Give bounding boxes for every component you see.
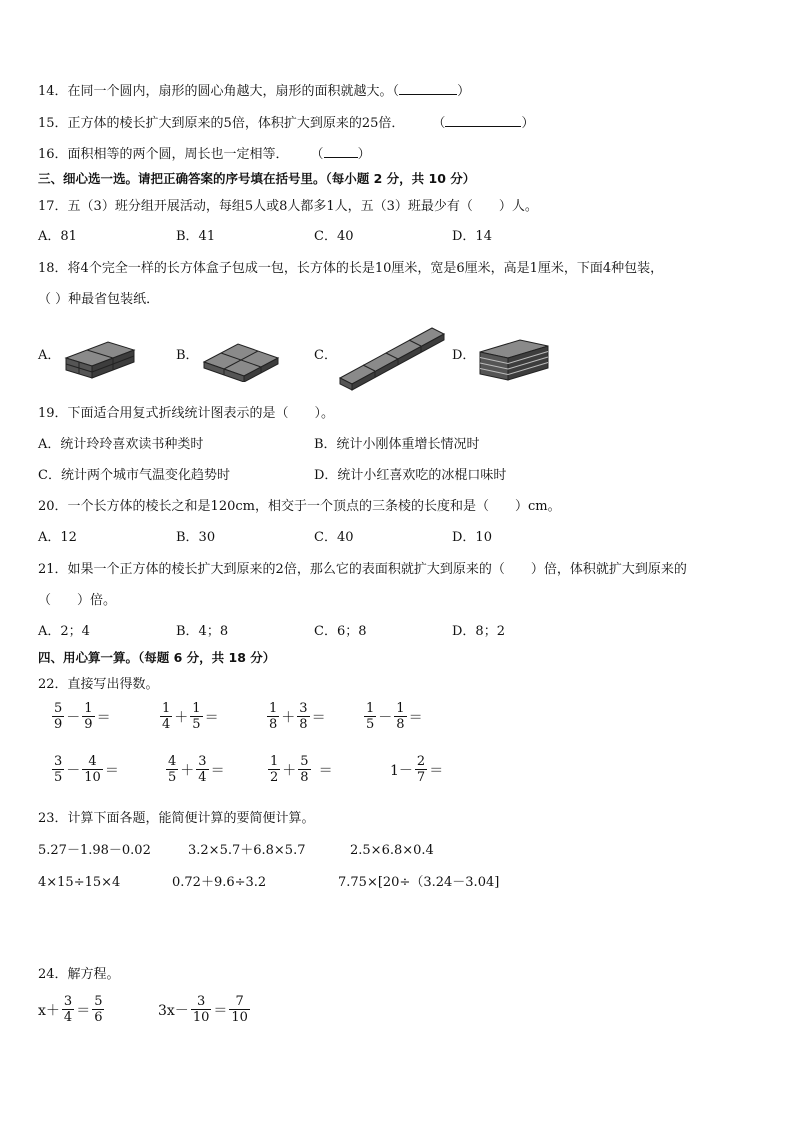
fraction: $\frac{1}{5}$ [366, 701, 375, 732]
option-d[interactable]: D．8；2 [452, 624, 505, 639]
equation: x＋ $\frac{3}{4}$ ＝ $\frac{5}{6}$ [38, 994, 103, 1025]
question-18-line2: （ ）种最省包装纸． [38, 292, 160, 307]
calc-expression: 0.72＋9.6÷3.2 [172, 875, 267, 890]
question-21-line1: 21．如果一个正方体的棱长扩大到原来的2倍，那么它的表面积就扩大到原来的（ ）倍，体积就扩大到原来的 [38, 562, 687, 577]
option-c[interactable]: C．40 [314, 229, 354, 244]
fraction: $\frac{3}{8}$ [299, 701, 308, 732]
option-d[interactable]: D．统计小红喜欢吃的冰棍口味时 [314, 468, 507, 483]
fraction: $\frac{1}{5}$ [192, 701, 201, 732]
expression: $\frac{5}{9}$ － $\frac{1}{9}$ ＝ [54, 701, 111, 732]
option-a[interactable]: A． [38, 348, 61, 363]
option-b[interactable]: B．30 [176, 530, 216, 545]
option-a[interactable]: A．12 [38, 530, 77, 545]
option-b[interactable]: B．41 [176, 229, 216, 244]
option-c[interactable]: C．统计两个城市气温变化趋势时 [38, 468, 230, 483]
fraction: $\frac{1}{8}$ [396, 701, 405, 732]
fraction: $\frac{1}{8}$ [269, 701, 278, 732]
expression: $\frac{1}{5}$ － $\frac{1}{8}$ ＝ [366, 701, 423, 732]
option-c[interactable]: C．40 [314, 530, 354, 545]
fraction: $\frac{3}{10}$ [192, 994, 210, 1025]
fraction: $\frac{3}{4}$ [198, 754, 207, 785]
fraction: $\frac{1}{9}$ [84, 701, 93, 732]
option-b[interactable]: B． [176, 348, 199, 363]
question-21-line2: （ ）倍。 [38, 593, 117, 608]
expression: $\frac{1}{8}$ ＋ $\frac{3}{8}$ ＝ [269, 701, 326, 732]
calc-expression: 7.75×[20÷（3.24－3.04] [338, 875, 500, 890]
fraction: $\frac{7}{10}$ [231, 994, 248, 1025]
option-d[interactable]: D．10 [452, 530, 492, 545]
expression: $\frac{4}{5}$ ＋ $\frac{3}{4}$ ＝ [168, 754, 225, 785]
package-figure-a [62, 328, 138, 380]
expression: $\frac{3}{5}$ － $\frac{4}{10}$ ＝ [54, 754, 119, 785]
option-a[interactable]: A．2；4 [38, 624, 90, 639]
answer-blank[interactable] [445, 114, 521, 127]
expression: 1－ $\frac{2}{7}$ ＝ [390, 754, 444, 785]
question-18-line1: 18．将4个完全一样的长方体盒子包成一包，长方体的长是10厘米，宽是6厘米，高是1厘米，下面4种包装， [38, 261, 664, 276]
package-figure-c [336, 320, 448, 392]
fraction: $\frac{5}{8}$ [300, 754, 309, 785]
fraction: $\frac{2}{7}$ [416, 754, 426, 785]
section-3-title: 三、细心选一选。请把正确答案的序号填在括号里。（每小题 2 分，共 10 分） [38, 171, 476, 186]
question-14: 14．在同一个圆内，扇形的圆心角越大，扇形的面积就越大。（ ） [38, 84, 471, 99]
fraction: $\frac{1}{2}$ [270, 754, 279, 785]
option-b[interactable]: B．4；8 [176, 624, 229, 639]
option-c[interactable]: C．6；8 [314, 624, 367, 639]
fraction: $\frac{3}{5}$ [54, 754, 63, 785]
question-23: 23．计算下面各题，能简便计算的要简便计算。 [38, 811, 315, 826]
fraction: $\frac{4}{10}$ [84, 754, 101, 785]
option-d[interactable]: D．14 [452, 229, 492, 244]
package-figure-d [476, 334, 552, 384]
option-b[interactable]: B．统计小刚体重增长情况时 [314, 437, 480, 452]
expression: $\frac{1}{4}$ ＋ $\frac{1}{5}$ ＝ [162, 701, 219, 732]
question-16: 16．面积相等的两个圆，周长也一定相等． （ ） [38, 147, 371, 162]
equation: 3x－ $\frac{3}{10}$ ＝ $\frac{7}{10}$ [158, 994, 248, 1025]
answer-blank[interactable] [399, 82, 457, 95]
question-20: 20．一个长方体的棱长之和是120cm，相交于一个顶点的三条棱的长度和是（ ）cm。 [38, 499, 561, 514]
option-a[interactable]: A．统计玲玲喜欢读书种类时 [38, 437, 204, 452]
question-17: 17．五（3）班分组开展活动，每组5人或8人都多1人，五（3）班最少有（ ）人。 [38, 199, 538, 214]
option-a[interactable]: A．81 [38, 229, 77, 244]
section-4-title: 四、用心算一算。（每题 6 分，共 18 分） [38, 650, 276, 665]
question-15: 15．正方体的棱长扩大到原来的5倍，体积扩大到原来的25倍． （ ） [38, 116, 535, 131]
calc-expression: 3.2×5.7＋6.8×5.7 [188, 843, 306, 858]
fraction: $\frac{1}{4}$ [162, 701, 171, 732]
question-19: 19．下面适合用复式折线统计图表示的是（ ）。 [38, 406, 335, 421]
fraction: $\frac{3}{4}$ [63, 994, 73, 1025]
expression: $\frac{1}{2}$ ＋ $\frac{5}{8}$ ＝ [270, 754, 333, 785]
fraction: $\frac{5}{6}$ [94, 994, 103, 1025]
option-d[interactable]: D． [452, 348, 476, 363]
fraction: $\frac{4}{5}$ [168, 754, 177, 785]
calc-expression: 4×15÷15×4 [38, 875, 121, 890]
calc-expression: 2.5×6.8×0.4 [350, 843, 434, 858]
option-c[interactable]: C． [314, 348, 337, 363]
fraction: $\frac{5}{9}$ [54, 701, 63, 732]
calc-expression: 5.27－1.98－0.02 [38, 843, 151, 858]
package-figure-b [200, 330, 282, 382]
question-22: 22．直接写出得数。 [38, 677, 159, 692]
question-24: 24．解方程。 [38, 967, 120, 982]
answer-blank[interactable] [324, 145, 358, 158]
